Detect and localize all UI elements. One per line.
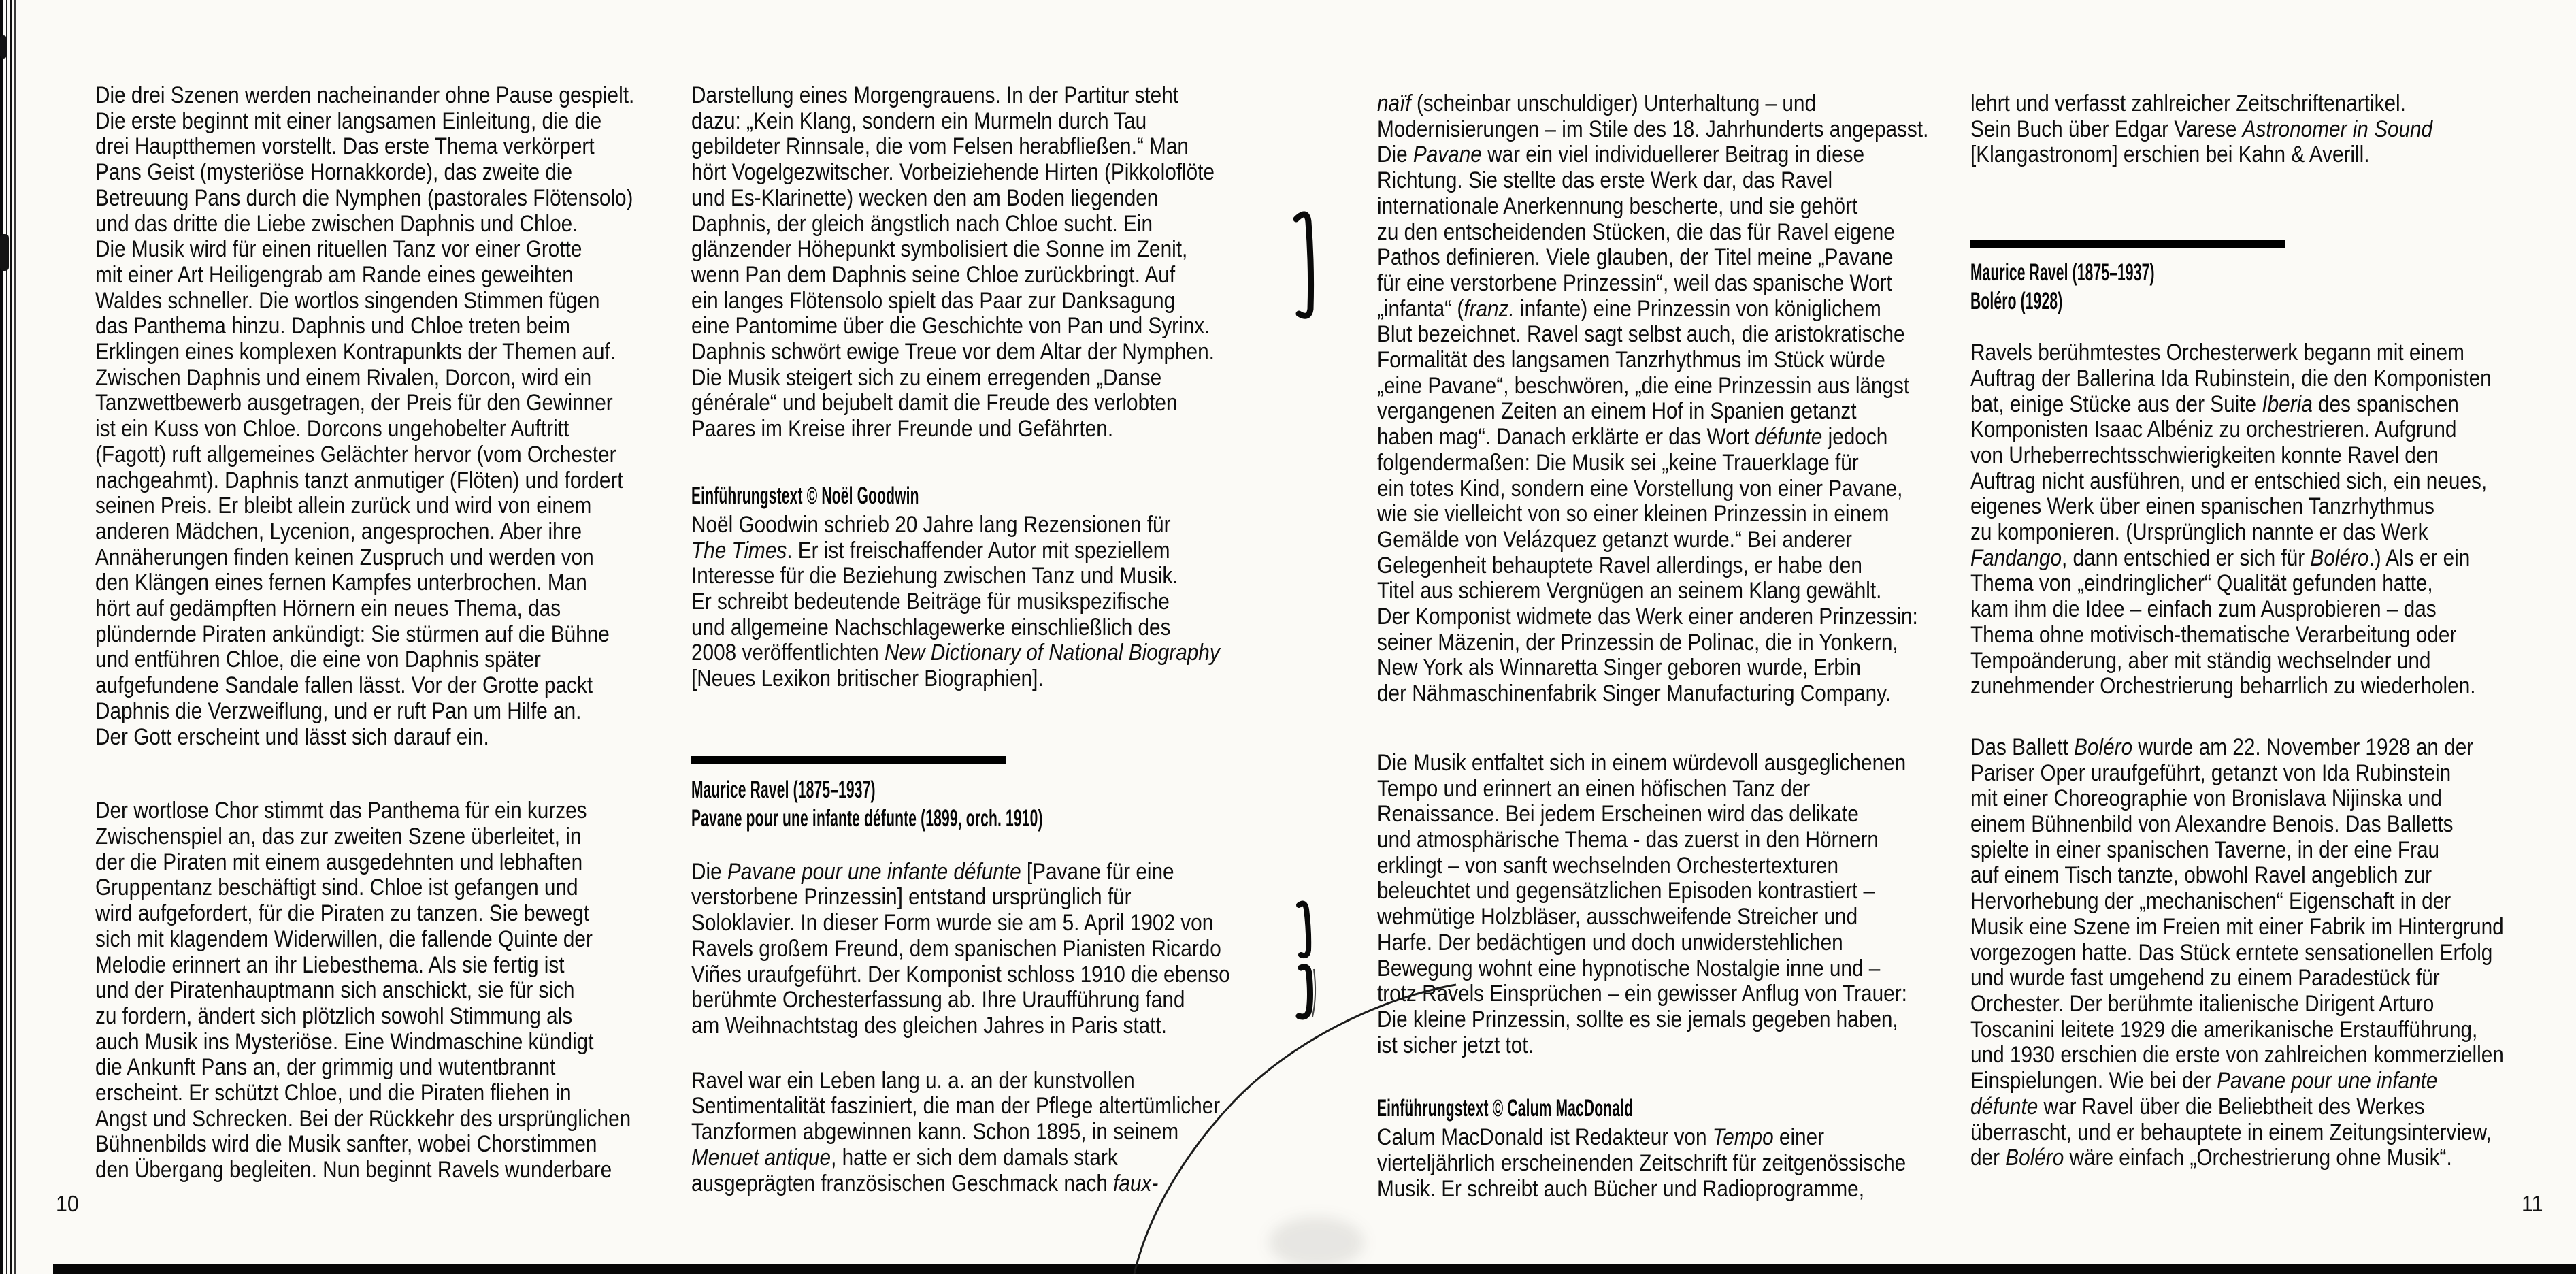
daphnis-scenes-paragraph: Die drei Szenen werden nacheinander ohne Pause gespielt. Die erste beginnt mit einer langsamen Einleitung, die die drei Hauptthemen vorstellt. Das erste Thema verkörpert Pans Geist (mysteriöse Hornakkorde), das zweite die Betreuung Pans durch die Nymphen (pastorales Flötensolo) und das dritte die Liebe zwischen Daphnis und Chloe. Die Musik wird für einen rituellen Tanz vor einer Grotte mit einer Art Heiligengrab am Rande eines geweihten Waldes schneller. Die wortlos singenden Stimmen fügen das Panthema hinzu. Daphnis und Chloe treten beim Erklingen eines komplexen Kontrapunkts der Themen auf. Zwischen Daphnis und einem Rivalen, Dorcon, wird ein Tanzwettbewerb ausgetragen, der Preis für den Gewinner ist ein Kuss von Chloe. Dorcons ungehobelter Auftritt (Fagott) ruft allgemeines Gelächter hervor (vom Orchester nachgeahmt). Daphnis tanzt anmutiger (Flöten) und fordert seinen Preis. Er bleibt allein zurück und wird von einem anderen Mädchen, Lycenion, angesprochen. Aber ihre Annäherungen finden keinen Zuspruch und werden von den Klängen eines fernen Kampfes unterbrochen. Man hört auf gedämpften Hörnern ein neues Thema, das plündernde Piraten ankündigt: Sie stürmen auf die Bühne und entführen Chloe, die eine von Daphnis später aufgefundene Sandale fallen lässt. Vor der Grotte packt Daphnis die Verzweiflung, und er ruft Pan um Hilfe an. Der Gott erscheint und lässt sich darauf ein. xyxy=(95,82,635,750)
page-number-left: 10 xyxy=(56,1191,79,1216)
pavane-history-paragraph: Die Pavane pour une infante défunte [Pavane für eine verstorbene Prinzessin] entstand ursprünglich für Soloklavier. In dieser Form wurde sie am 5. April 1902 von Ravels großem Freund, dem spanischen Pianisten Ricardo Viñes uraufgeführt. Der Komponist schloss 1910 die ebenso berühmte Orchesterfassung ab. Ihre Uraufführung fand am Weihnachtstag des gleichen Jahres in Paris statt. xyxy=(691,858,1230,1039)
macdonald-bio-paragraph: Calum MacDonald ist Redakteur von Tempo einer vierteljährlich erscheinenden Zeitschrift für zeitgenössische Musik. Er schreibt auch Bücher und Radioprogramme, xyxy=(1377,1124,1906,1202)
spine-scan-line xyxy=(0,0,3,1274)
bolero-commission-paragraph: Ravels berühmtestes Orchesterwerk begann mit einem Auftrag der Ballerina Ida Rubinstein, die den Komponisten bat, einige Stücke aus der Suite Iberia des spanischen Komponisten Isaac Albéniz zu orchestrieren. Aufgrund von Urheberrechtsschwierigkeiten konnte Ravel den Auftrag nicht ausführen, und er entschied sich, ein neues, eigenes Werk über einen spanischen Tanzrhythmus zu komponieren. (Ursprünglich nannte er das Werk Fandango, dann entschied er sich für Boléro.) Als er ein Thema von „eindringlicher“ Qualität gefunden hatte, kam ihm die Idee – einfach zum Ausprobieren – das Thema ohne motivisch-thematische Verarbeitung oder Tempoänderung, aber mit ständig wechselnder und zunehmender Orchestrierung beharrlich zu wiederholen. xyxy=(1970,340,2492,700)
gutter-fold-mark-middle xyxy=(1299,904,1308,956)
pavane-section-heading xyxy=(691,776,1287,833)
spine-ink-blob xyxy=(0,35,7,59)
gutter-fold-mark-lower xyxy=(1299,967,1310,1017)
daphnis-dawn-paragraph: Darstellung eines Morgengrauens. In der Partitur steht dazu: „Kein Klang, sondern ein Murmeln durch Tau gebildeter Rinnsale, die vom Felsen herabfließen.“ Man hört Vogelgezwitscher. Vorbeiziehende Hirten (Pikkoloflöte und Es-Klarinette) wecken den am Boden liegenden Daphnis, der gleich ängstlich nach Chloe sucht. Ein glänzender Höhepunkt symbolisiert die Sonne im Zenit, wenn Pan dem Daphnis seine Chloe zurückbringt. Auf ein langes Flötensolo spielt das Paar zur Danksagung eine Pantomime über die Geschichte von Pan und Syrinx. Daphnis schwört ewige Treue vor dem Altar der Nymphen. Die Musik steigert sich zu einem erregenden „Danse générale“ und bejubelt damit die Freude des verlobten Paares im Kreise ihrer Freunde und Gefährten. xyxy=(691,82,1215,442)
left-page-column-1 xyxy=(95,83,694,1183)
right-page-column-1 xyxy=(1377,91,1976,1202)
macdonald-credit-heading: Einführungstext © Calum MacDonald xyxy=(1377,1095,1634,1122)
gutter-fold-mark-upper xyxy=(1296,214,1311,316)
macdonald-bio-continuation-paragraph: lehrt und verfasst zahlreicher Zeitschriftenartikel. Sein Buch über Edgar Varese Astronomer in Sound [Klangastronom] erschien bei Kahn & Averill. xyxy=(1970,91,2433,168)
goodwin-credit-heading: Einführungstext © Noël Goodwin xyxy=(691,482,919,509)
work-title-line: Boléro (1928) xyxy=(1970,288,2063,315)
pavane-music-paragraph: Die Musik entfaltet sich in einem würdevoll ausgeglichenen Tempo und erinnert an einen höfischen Tanz der Renaissance. Bei jedem Erscheinen wird das delikate und atmosphärische Thema - das zuerst in den Hörnern erklingt – von sanft wechselnden Orchestertexturen beleuchtet und gegensätzlichen Episoden kontrastiert – wehmütige Holzbläser, ausschweifende Streicher und Harfe. Der bedächtigen und doch unwiderstehlichen Bewegung wohnt eine hypnotische Nostalgie inne und – trotz Ravels Einsprüchen – ein gewisser Anflug von Trauer: Die kleine Prinzessin, sollte es sie jemals gegeben haben, ist sicher jetzt tot. xyxy=(1377,749,1907,1058)
spine-scan-line xyxy=(6,0,7,1274)
daphnis-second-scene-paragraph: Der wortlose Chor stimmt das Panthema für ein kurzes Zwischenspiel an, das zur zweiten Szene überleitet, in der die Piraten mit einem ausgedehnten und lebhaften Gruppentanz beschäftigt sind. Chloe ist gefangen und wird aufgefordert, für die Piraten zu tanzen. Sie bewegt sich mit klagendem Widerwillen, die fallende Quinte der Melodie erinnert an ihr Liebesthema. Als sie fertig ist und der Piratenhauptmann sich anschickt, sie für sich zu fordern, ändert sich plötzlich sowohl Stimmung als auch Musik ins Mysteriöse. Eine Windmaschine kündigt die Ankunft Pans an, der grimmig und wutentbrannt erscheint. Er schützt Chloe, und die Piraten fliehen in Angst und Schrecken. Bei der Rückkehr des ursprünglichen Bühnenbilds wird die Musik sanfter, wobei Chorstimmen den Übergang begleiten. Nun beginnt Ravels wunderbare xyxy=(95,798,631,1183)
bolero-premiere-paragraph: Das Ballett Boléro wurde am 22. November 1928 an der Pariser Oper uraufgeführt, getanzt von Ida Rubinstein mit einer Choreographie von Bronislava Nijinska und einem Bühnenbild von Alexandre Benois. Das Balletts spielte in einer spanischen Taverne, in der eine Frau auf einem Tisch tanzte, obwohl Ravel angeblich zur Hervorhebung der „mechanischen“ Eigenschaft in der Musik eine Szene im Freien mit einer Fabrik im Hintergrund vorgezogen hatte. Das Stück erntete sensationellen Erfolg und wurde fast umgehend zu einem Paradestück für Orchester. Der berühmte italienische Dirigent Arturo Toscanini leitete 1929 die amerikanische Erstaufführung, und 1930 erschien die erste von zahlreichen kommerziellen Einspielungen. Wie bei der Pavane pour une infante défunte war Ravel über die Beliebtheit des Werkes überrascht, und er behauptete in einem Zeitungsinterview, der Boléro wäre einfach „Orchestrierung ohne Musik“. xyxy=(1970,734,2504,1171)
section-divider-rule xyxy=(1970,240,2285,248)
left-page-column-2 xyxy=(691,83,1290,1196)
goodwin-bio-paragraph: Noël Goodwin schrieb 20 Jahre lang Rezensionen für The Times. Er ist freischaffender Autor mit speziellem Interesse für die Beziehung zwischen Tanz und Musik. Er schreibt bedeutende Beiträge für musikspezifische und allgemeine Nachschlagewerke einschließlich des 2008 veröffentlichten New Dictionary of National Biography [Neues Lexikon britischer Biographien]. xyxy=(691,511,1220,692)
page-curl-shadow xyxy=(1269,1217,1364,1268)
spine-scan-line xyxy=(14,0,16,1274)
bolero-section-heading xyxy=(1970,259,2566,316)
spine-ink-blob xyxy=(0,234,9,271)
work-title-line: Pavane pour une infante défunte (1899, orch. 1910) xyxy=(691,804,1043,832)
composer-name-line: Maurice Ravel (1875–1937) xyxy=(1970,259,2155,287)
right-page-column-2 xyxy=(1970,91,2569,1171)
gutter-fold-echo-line xyxy=(1312,969,1315,1017)
page-number-right: 11 xyxy=(2522,1191,2543,1216)
pavane-style-paragraph: Ravel war ein Leben lang u. a. an der kunstvollen Sentimentalität fasziniert, die man der Pflege altertümlicher Tanzformen abgewinnen kann. Schon 1895, in seinem Menuet antique, hatte er sich dem damals stark ausgeprägten französischen Geschmack nach faux- xyxy=(691,1067,1221,1196)
spine-scan-line xyxy=(10,0,12,1274)
section-divider-rule xyxy=(691,756,1006,764)
pavane-title-meaning-paragraph: naïf (scheinbar unschuldiger) Unterhaltung – und Modernisierungen – im Stile des 18. Jahrhunderts angepasst. Die Pavane war ein viel individuellerer Beitrag in diese Richtung. Sie stellte das erste Werk dar, das Ravel internationale Anerkennung bescherte, und sie gehört zu den entscheidenden Stücken, die das für Ravel eigene Pathos definieren. Viele glauben, der Titel meine „Pavane für eine verstorbene Prinzessin“, weil das spanische Wort „infanta“ (franz. infante) eine Prinzessin von königlichem Blut bezeichnet. Ravel sagt selbst auch, die aristokratische Formalität des langsamen Tanzrhythmus im Stück würde „eine Pavane“, beschwören, „die eine Prinzessin aus längst vergangenen Zeiten an einem Hof in Spanien getanzt haben mag“. Danach erklärte er das Wort défunte jedoch folgendermaßen: Die Musik sei „keine Trauerklage für ein totes Kind, sondern eine Vorstellung von einer Pavane, wie sie vielleicht von so einer kleinen Prinzessin in einem Gemälde von Velázquez getanzt wurde.“ Bei anderer Gelegenheit behauptete Ravel allerdings, er habe den Titel aus schierem Vergnügen an seinem Klang gewählt. Der Komponist widmete das Werk einer anderen Prinzessin: seiner Mäzenin, der Prinzessin de Polinac, die in Yonkern, New York als Winnaretta Singer geboren wurde, Erbin der Nähmaschinenfabrik Singer Manufacturing Company. xyxy=(1377,91,1929,707)
composer-name-line: Maurice Ravel (1875–1937) xyxy=(691,776,876,803)
